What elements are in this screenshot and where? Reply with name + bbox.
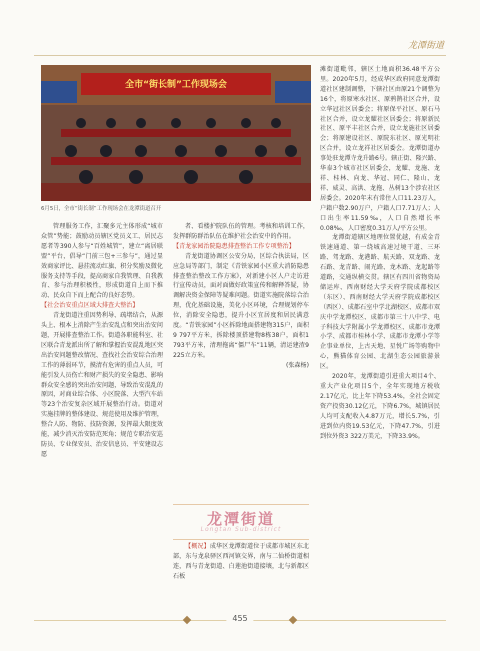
section-heading: 【社会治安重点区域大排查大整治】 [41, 302, 139, 310]
street-name-en: Longtan Sub-district [200, 526, 282, 533]
paragraph: 管理服务工作，汇聚多元主体形成“城市众管”势能；鼓励动员辖区党员义工、居民志愿者等390人参与“百姓城管”，建立“离居联盟”平台，倡导“门前三包+三参与”，通过显效商家评比、悬挂流动红旗、积分奖励及微化服务支持等手段，提高商家自我管理、自我教育、参与治理积极性，形成街道自上而下推动、民众自下而上配合的良好态势。 [41, 223, 163, 300]
footer-ornament-right [289, 616, 297, 624]
author-signature: (张森杨) [285, 361, 309, 369]
page-number: 455 [226, 614, 253, 623]
street-name: 龙潭街道 [206, 510, 275, 528]
street-section-title [173, 504, 309, 540]
page-footer [34, 614, 446, 628]
footer-ornament-left [183, 616, 191, 624]
photo-banner-text: 全市“街长制”工作现场会 [125, 80, 227, 90]
overview-block [173, 542, 309, 594]
paragraph: 2020年，龙潭街道引进重大项目4个、重大产业化项目5个，全年实现地方税收2.17亿元，比上年下降53.4%，全社会固定资产投资30.12亿元，下降6.7%，城镇居民人均可支配收入4.87万元，增长5.7%，引进到位内资19.53亿元，下降47.7%，引进到位外资3 322万美元，下降33.9%。 [320, 373, 440, 440]
paragraph: 青龙街道注重因势利导、疏堵结合，从源头上、根本上消除产生治安乱点和突出治安问题，开展排查整治工作。街道各职能科室、社区联合青龙派出所了解和掌握治安混乱地区突出治安问题整改情况、查找社会治安综合治理工作的薄弱环节，摸清有危害的重点人员，可能引发人员伤亡和财产损失的安全隐患、影响群众安全感的突出治安问题，导致治安混乱的原因，对商业综合体、小区院落、大型汽车站等23个治安复杂区域开展整治行动。街道对实施挂牌的整体建设、规范使用及维护管理，整合人防、物防、技防资源，发挥最大限度效能，减少消灭治安防范死角；规范专职治安巡防员、专业保安员、治安信息员、平安建设志愿 [41, 312, 163, 458]
paragraph: 者、看楼护院队伍的管理。考核和培训工作，发挥群防群治队伍在维护社会治安中的作用。 [173, 223, 309, 240]
paragraph: 滩街道毗邻，辖区土地面积36.48平方公里。2020年5月，经成华区政府同意龙潭街道社区建制调整，下辖社区由原21个调整为16个，将原寒水社区、原鸦鹊社区合并，设立华冠社区居委会；将原保平社区、原石马社区合并，设立龙耀社区居委会；将原新民社区、原平丰社区合并，设立龙施社区居委会；将原建设社区、原院东社区、原光明社区合并，设立龙祥社区居委会。龙潭街道办事处驻龙潭寺龙升路6号。辖正街、隆兴路、华泰3个城市社区居委会，龙耀、龙施、龙祥、桂林、向龙、华冠、同仁、隆山、龙祥、威灵、高洪、龙拖、丛树13个涉农社区居委会。2020年末有常住人口11.23万人，户籍户数2.90万户，户籍人口7.71万人；人口出生率11.59‰，人口自然增长率0.08‰，人口密度0.31万人/平方公里。 [320, 66, 440, 232]
overview-text: 成华区龙潭街道位于成都市城区东北部，东与龙泉驿区西河镇交界，南与二仙桥街道相连，西与青龙街道、白莲池街道接壤，北与新都区石板 [173, 543, 310, 580]
photo-caption: 6月5日，全市“街长制”工作现场会在龙潭街道召开 [41, 206, 162, 212]
header-label: 龙潭街道 [407, 41, 444, 51]
overview-tag: 【概况】 [185, 543, 210, 550]
section-heading: 【青龙家园治院隐患排查整治工作专项整治】 [173, 242, 295, 250]
overview-paragraph [173, 542, 309, 582]
paragraph: 青龙街道协调区公安分局，区综合执法局，区应急局等部门，制定《青铁家园小区重大消防隐患排查整治整改工作方案》，对新建小区人户走访进行宣传动员，面对面做好政策宣传和解释答疑，协调解决资金保障等疑难问题。街道实施院落综合治理，优化基础设施，美化小区环境，合理规划停车位，消除安全隐患，提升小区宜居度和居民满意度。“青铁家园”小区拆除地面搭建物315户，面积9 797平方米，拆除楼顶搭建物8栋38户，面积1 793平方米，清理拖离“僵尸车”11辆，清运建渣9 225立方米。 [173, 252, 309, 359]
paragraph: 龙潭街道辖区地理位置优越，有成金青铁速通道、第一绕城高速过境干道、三环路、驾龙路、龙港路、航天路、双龙路、龙石路、龙青路、闹光路、龙木路、龙起路等道路，交通纵横交贯。辖区有四川省物资局储运库、西南财经大学天府学院成都校区（东区）、西南财经大学天府学院成都校区（西区）、成都石室中学北湖校区、成都市双庆中学龙潭校区、成都市第三十八中学、电子科技大学附属小学龙潭校区、成都市龙潭小学、成都市桂林小学、成都市龙潭小学等企事业单位，上古天地、星悦广场等购物中心，熊猫体育公园、北湖生态公园旅游景区。 [320, 234, 440, 371]
column-1 [41, 222, 163, 460]
header-rule [34, 55, 446, 56]
meeting-photo [41, 65, 311, 201]
column-3 [320, 65, 440, 441]
column-2 [173, 222, 309, 371]
